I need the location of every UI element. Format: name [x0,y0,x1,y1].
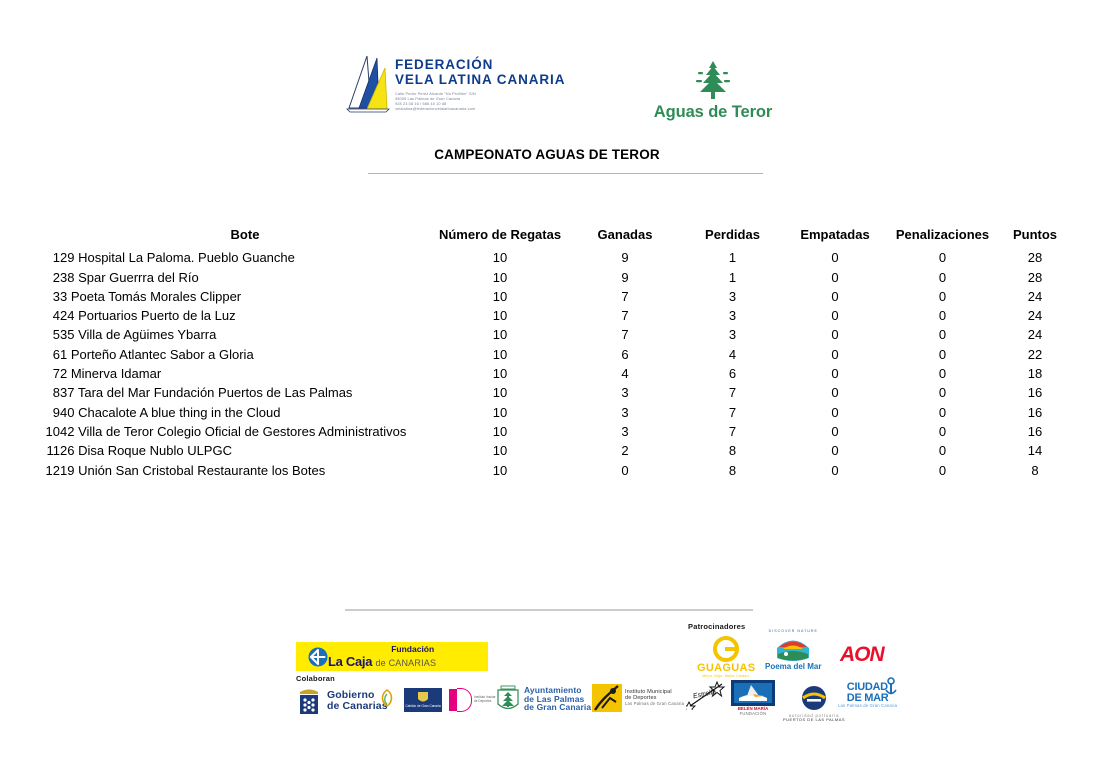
imd-line2: de Deportes [625,694,657,701]
table-body [30,248,1070,480]
table-row [30,403,1070,422]
cell-ganadas: 2 [621,443,629,459]
guaguas-tagline: Mejor Viaje. Mejor Ciudad. [702,673,751,678]
bote-name: 1 Porteño Atlantec Sabor a Gloria [60,346,254,362]
poema-del-mar-logo [765,630,821,671]
ciudadmar-sub: Las Palmas de Gran Canaria [838,703,898,708]
cell-bote [60,403,430,422]
federation-name-line2: VELA LATINA CANARIA [395,71,566,87]
cell-penalizaciones: 0 [938,462,947,478]
cabildo-mark-logo [378,688,396,712]
page-header [0,50,1094,128]
cell-empatadas: 0 [831,404,839,420]
column-header-regatas: Número de Regatas [438,227,562,242]
cell-perdidas: 3 [728,288,737,304]
cell-regatas: 10 [492,308,508,324]
cell-bote [60,383,430,402]
cell-perdidas: 3 [728,327,737,343]
lacaja-fundacion-text: Fundación [391,644,435,654]
cell-empatadas: 0 [831,346,839,362]
pine-tree-icon [696,60,730,100]
cell-bote [60,345,430,364]
cell-puntos: 28 [1027,250,1043,266]
cell-ganadas: 9 [621,269,629,285]
table-header-row [30,225,1070,248]
cell-puntos: 16 [1027,385,1043,401]
bote-name: 42 Villa de Teror Colegio Oficial de Gestores Administrativos [60,423,407,439]
bote-name: 26 Disa Roque Nublo ULPGC [60,443,232,459]
cell-position: 7 [52,366,60,382]
table-row [30,248,1070,267]
imd-line1: Instituto Municipal [625,688,672,695]
federation-name-line1: FEDERACIÓN [395,57,494,72]
gobierno-de-canarias-logo [296,686,388,716]
cell-regatas: 10 [492,462,508,478]
cell-puntos: 24 [1027,288,1043,304]
column-header-empatadas: Empatadas [800,227,870,242]
column-header-ganadas: Ganadas [597,227,653,242]
cell-bote [60,248,430,267]
poema-landscape-icon [773,634,813,662]
lacaja-brand-text: La Caja [328,654,373,669]
federation-text [395,52,565,111]
ayuntamiento-line2: de Las Palmas [524,693,585,704]
belen-sub: FUNDACIÓN [739,710,767,716]
footer-divider [345,609,753,611]
cell-regatas: 10 [492,288,508,304]
cell-perdidas: 7 [728,423,737,439]
gobierno-crest-icon [296,686,322,716]
cell-position: 5 [52,327,60,343]
cell-regatas: 10 [492,327,508,343]
cell-penalizaciones: 0 [938,308,947,324]
cell-puntos: 22 [1027,346,1043,362]
bote-name: 2 Minerva Idamar [60,366,162,382]
cell-bote [60,306,430,325]
cell-ganadas: 4 [621,366,629,382]
bote-name: 29 Hospital La Paloma. Pueblo Guanche [60,250,295,266]
ciudadmar-line1: CIUDAD [846,681,888,693]
cell-ganadas: 3 [621,385,629,401]
cell-bote [60,364,430,383]
column-header-position [30,225,60,248]
cell-bote [60,268,430,287]
cell-empatadas: 0 [831,327,839,343]
ayuntamiento-shield-icon [496,684,520,714]
poema-top-text: DISCOVER NATURE [768,629,818,633]
cell-empatadas: 0 [831,443,839,459]
ciudad-de-mar-logo [838,682,897,708]
colaboran-label: Colaboran [296,674,335,683]
cell-position: 9 [52,404,60,420]
ciudadmar-line2: DE MAR [846,692,889,704]
cell-perdidas: 6 [728,366,737,382]
estrella-galicia-logo [686,680,726,710]
cell-regatas: 10 [492,346,508,362]
fundacion-lacaja-logo [296,642,488,671]
cell-regatas: 10 [492,423,508,439]
belen-boat-icon [731,680,775,706]
address-line-2: 35005 Las Palmas de Gran Canaria [395,96,461,102]
cabildo-gran-canaria-logo [404,688,442,712]
cell-penalizaciones: 0 [938,250,947,266]
instituto-municipal-deportes-logo [592,684,684,712]
bote-name: 40 Chacalote A blue thing in the Cloud [60,404,281,420]
guaguas-name: GUAGUAS [697,662,756,674]
cell-penalizaciones: 0 [938,366,947,382]
cell-bote [60,325,430,344]
cell-bote [60,422,430,441]
cell-regatas: 10 [492,404,508,420]
cell-empatadas: 0 [831,269,839,285]
cell-position: 2 [52,269,60,285]
table-row [30,325,1070,344]
cell-puntos: 16 [1027,404,1043,420]
table-row [30,268,1070,287]
gobierno-line2: de Canarias [327,700,388,712]
puertos-las-palmas-logo [783,684,845,723]
cell-empatadas: 0 [831,423,839,439]
cell-empatadas: 0 [831,288,839,304]
federation-address [395,91,545,111]
lacaja-star-icon [308,647,328,667]
ayuntamiento-las-palmas-logo [496,684,591,714]
cell-perdidas: 3 [728,308,737,324]
belen-maria-logo [731,680,775,716]
aguas-de-teror-name: Aguas de Teror [653,103,773,121]
imd-athlete-icon [592,684,622,712]
cabildo-shield-icon [417,691,429,704]
cell-empatadas: 0 [831,308,839,324]
cell-perdidas: 8 [728,462,737,478]
cell-position: 11 [46,443,60,459]
poema-name: Poema del Mar [765,661,822,671]
cell-puntos: 24 [1027,327,1043,343]
puertos-name: PUERTOS DE LAS PALMAS [783,717,846,723]
cell-ganadas: 6 [621,346,629,362]
cell-puntos: 8 [1031,462,1039,478]
table-row [30,422,1070,441]
address-line-4: velalatina@federacionvelalatinacanaria.com [395,106,476,112]
guaguas-g-icon [713,636,739,662]
standings-table [30,225,1070,480]
cell-ganadas: 7 [621,308,629,324]
cell-penalizaciones: 0 [938,404,947,420]
header-divider [368,173,763,174]
cell-empatadas: 0 [831,366,839,382]
cell-position: 12 [45,462,60,478]
cell-position: 6 [52,346,60,362]
deportes-caption: Instituto Insular de Deportes [474,695,496,703]
cell-empatadas: 0 [831,462,839,478]
table-row [30,441,1070,460]
sailboat-sails-icon [345,52,391,114]
gobierno-line1: Gobierno [327,688,375,701]
cell-penalizaciones: 0 [938,443,947,459]
cell-position: 10 [45,423,60,439]
table-row [30,287,1070,306]
imd-line3: Las Palmas de Gran Canaria [625,700,685,706]
federation-logo-block [345,52,565,114]
table-row [30,461,1070,480]
cell-ganadas: 0 [621,462,629,478]
ayuntamiento-line3: de Gran Canaria [524,702,592,713]
table-row [30,364,1070,383]
page-title: CAMPEONATO AGUAS DE TEROR [434,147,660,162]
cabildo-leaf-icon [378,688,396,712]
cell-puntos: 18 [1027,366,1043,382]
address-line-1: Calle Pedro Perez Alcarde "No Profiten" S/N [395,91,476,96]
cell-position: 4 [52,308,60,324]
column-header-penalizaciones: Penalizaciones [895,227,990,242]
table-row [30,345,1070,364]
bote-name: 37 Tara del Mar Fundación Puertos de Las Palmas [60,385,353,401]
cell-ganadas: 7 [621,288,629,304]
ayuntamiento-line1: Ayuntamiento [524,684,582,695]
bote-name: 19 Unión San Cristobal Restaurante los Botes [60,462,326,478]
bote-name: 3 Poeta Tomás Morales Clipper [60,288,242,304]
cell-penalizaciones: 0 [938,288,947,304]
cell-penalizaciones: 0 [938,385,947,401]
address-line-3: 928 23 08 16 / 686 40 10 88 [395,101,447,107]
lacaja-suffix-text: de CANARIAS [375,658,437,668]
patrocinadores-label: Patrocinadores [688,622,746,631]
ciudadmar-anchor-icon [884,677,898,697]
cell-regatas: 10 [492,250,508,266]
cell-penalizaciones: 0 [938,327,947,343]
cell-ganadas: 9 [621,250,629,266]
cell-puntos: 28 [1027,269,1043,285]
cell-position: 3 [52,288,60,304]
bote-name: 38 Spar Guerrra del Río [60,269,199,285]
table-header [30,225,1070,248]
cell-perdidas: 1 [728,269,737,285]
cell-position: 1 [52,250,60,266]
puertos-top: autoridad portuaria [788,713,840,718]
puertos-circle-icon [799,684,829,712]
cell-perdidas: 4 [728,346,737,362]
cell-ganadas: 3 [621,404,629,420]
cell-position: 8 [52,385,60,401]
page-footer [0,600,1094,750]
table-row [30,383,1070,402]
guaguas-logo [697,636,755,678]
instituto-insular-deportes-logo [449,688,500,712]
table-row [30,306,1070,325]
cell-regatas: 10 [492,385,508,401]
cell-perdidas: 7 [728,404,737,420]
bote-name: 24 Portuarios Puerto de la Luz [60,308,236,324]
cell-regatas: 10 [492,366,508,382]
cell-penalizaciones: 0 [938,423,947,439]
cell-perdidas: 7 [728,385,737,401]
cell-puntos: 14 [1027,443,1043,459]
cell-bote [60,441,430,460]
aguas-de-teror-logo-block [648,60,778,122]
column-header-perdidas: Perdidas [705,227,760,242]
cell-bote [60,461,430,480]
cell-ganadas: 3 [621,423,629,439]
cell-bote [60,287,430,306]
cell-puntos: 24 [1027,308,1043,324]
cabildo-caption: Cabildo de Gran Canaria [405,704,441,709]
estrella-name: Estrella [692,688,717,701]
cell-perdidas: 8 [728,443,737,459]
column-header-puntos: Puntos [1012,227,1058,242]
cell-penalizaciones: 0 [938,346,947,362]
cell-regatas: 10 [492,269,508,285]
cell-empatadas: 0 [831,385,839,401]
column-header-bote: Bote [230,227,260,242]
cell-regatas: 10 [492,443,508,459]
bote-name: 35 Villa de Agüimes Ybarra [60,327,217,343]
belen-name: BELÉN MARÍA [737,706,769,711]
aon-logo [840,644,884,666]
cell-ganadas: 7 [621,327,629,343]
cell-empatadas: 0 [831,250,839,266]
aon-name: AON [840,643,884,666]
cell-puntos: 16 [1027,423,1043,439]
cell-perdidas: 1 [728,250,737,266]
cell-penalizaciones: 0 [938,269,947,285]
